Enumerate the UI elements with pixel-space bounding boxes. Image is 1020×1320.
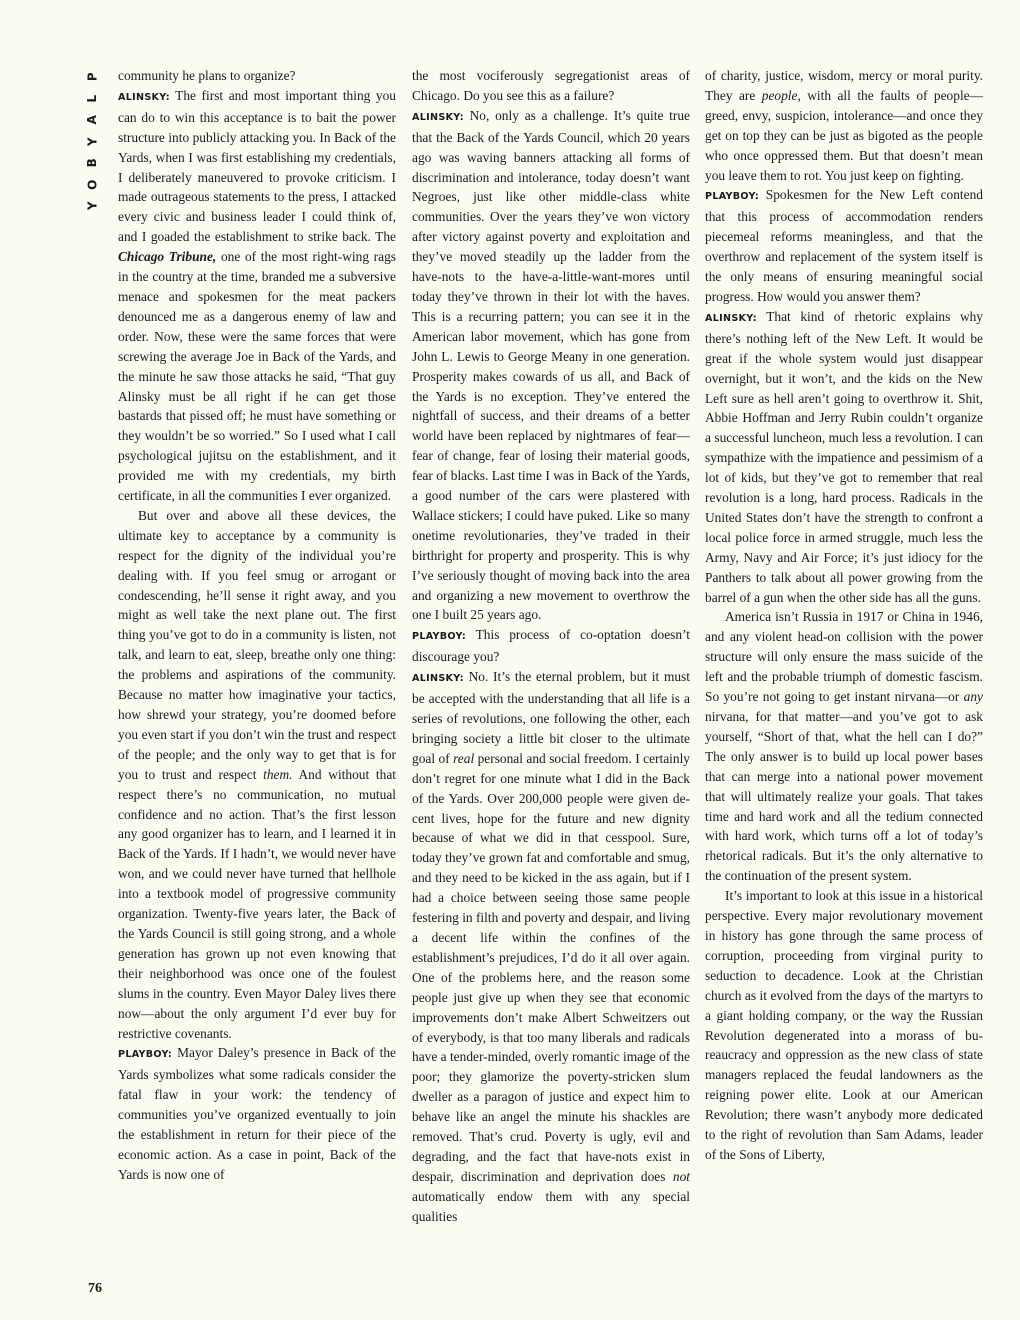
paragraph: ALINSKY: No, only as a challenge. It’s quite true that the Back of the Yards Council, which 20 years ago was waving banners attacking all forms of discrimination and intolerance, today doesn’t want Negroes, just like other middle-class white communities. Over the years they’ve won victory after victory against poverty and exploitation and they’ve moved steadily up the ladder from the have-nots to the have-a-little-want-mores until today they’ve thrown in their lot with the haves. This is a recurring pattern; you can see it in the American labor movement, which has gone from John L. Lewis to George Meany in one generation. Prosperity makes cowards of us all, and Back of the Yards is no exception. They’ve entered the nightfall of success, and their dreams of a better world have been replaced by nightmares of fear—fear of change, fear of losing their material goods, fear of blacks. Last time I was in Back of the Yards, a good number of the cars were plastered with Wallace stickers; I could have puked. Like so many onetime revolutionaries, they’ve traded in their birthright for property and prosperity. This is why I’ve seriously thought of moving back into the area and organizing a new movement to overthrow the one I built 25 years ago. bbox=[412, 107, 690, 623]
page-number: 76 bbox=[88, 1281, 102, 1296]
text-column-3 bbox=[705, 66, 983, 1165]
spine-letter: Y bbox=[85, 201, 100, 211]
paragraph: It’s important to look at this issue in a historical perspective. Every major revolutionary movement in history has gone through the same process of corruption, proceeding from virginal purity to seduction to decadence. Look at the Christian church as it evolved from the days of the martyrs to a giant holding company, or the way the Russian Revolution degenerated into a morass of bureaucracy and oppression as the new class of state managers replaced the feudal landowners as the reigning power elite. Look at our American Revolution; there wasn’t anybody more dedicated to the right of revolution than Sam Adams, leader of the Sons of Liberty, bbox=[705, 888, 983, 1162]
speaker-label: PLAYBOY: bbox=[705, 191, 760, 203]
paragraph: ALINSKY: That kind of rhetoric explains why there’s nothing left of the New Left. It would be great if the whole system would just disappear overnight, but it won’t, and the kids on the New Left sure as hell aren’t going to overthrow it. Shit, Abbie Hoffman and Jerry Rubin couldn’t organize a successful luncheon, much less a revolution. I can sympathize with the impatience and pessimism of a lot of kids, but they’ve got to remember that real revolution is a long, hard process. Radicals in the United States don’t have the strength to confront a local police force in armed struggle, much less the Army, Navy and Air Force; it’s just idiocy for the Panthers to talk about all power growing from the barrel of a gun when the other side has all the guns. bbox=[705, 308, 983, 605]
text-column-1 bbox=[118, 66, 396, 1185]
paragraph: the most vociferously segregationist areas of Chicago. Do you see this as a failure? bbox=[412, 68, 690, 103]
magazine-spine-logo bbox=[83, 66, 103, 217]
paragraph: PLAYBOY: Mayor Daley’s presence in Back of the Yards symbolizes what some radicals consider the fatal flaw in your work: the tendency of communities you’ve organized eventually to join the establishment in return for their piece of the economic action. As a case in point, Back of the Yards is now one of bbox=[118, 1045, 396, 1182]
speaker-label: PLAYBOY: bbox=[118, 1049, 173, 1061]
spine-letter: O bbox=[85, 179, 100, 190]
paragraph: ALINSKY: No. It’s the eternal problem, but it must be accepted with the understanding that all life is a series of revolutions, one following the other, each bringing society a little bit closer to the ultimate goal of real personal and social freedom. I certainly don’t regret for one minute what I did in the Back of the Yards. Over 200,000 people were given decent lives, hope for the future and new dignity because of what we did in that cesspool. Sure, today they’ve grown fat and comfortable and smug, and they need to be kicked in the ass again, but if I had a choice between seeing those same people festering in filth and poverty and despair, and living a decent life within the confines of the establishment’s prejudices, I’d do it all over again. One of the problems here, and the reason some people just give up when they see that economic improvements don’t make Albert Schweitzers out of everybody, is that too many liberals and radicals have a tender-minded, overly romantic image of the poor; they glamorize the poverty-stricken slum dweller as a paragon of justice and expect him to behave like an angel the minute his shackles are removed. That’s crud. Poverty is ugly, evil and degrading, and the fact that have-nots exist in despair, discrimination and deprivation does not automatically endow them with any special qualities bbox=[412, 669, 690, 1224]
speaker-label: ALINSKY: bbox=[412, 673, 464, 685]
paragraph: of charity, justice, wisdom, mercy or moral purity. They are people, with all the faults of people—greed, envy, suspicion, intolerance—and once they get on top they can be just as bigoted as the people who once oppressed them. But that doesn’t mean you leave them to rot. You just keep on fighting. bbox=[705, 68, 983, 183]
text-column-2 bbox=[412, 66, 690, 1227]
speaker-label: ALINSKY: bbox=[705, 312, 757, 324]
spine-letter: L bbox=[85, 94, 100, 103]
speaker-label: ALINSKY: bbox=[118, 91, 170, 103]
paragraph: PLAYBOY: This process of co-optation doesn’t discourage you? bbox=[412, 627, 691, 665]
paragraph: PLAYBOY: Spokesmen for the New Left contend that this process of accommodation renders piecemeal reforms meaningless, and that the overthrow and replacement of the system itself is the only means of ensuring meaningful social progress. How would you answer them? bbox=[705, 187, 983, 304]
paragraph: America isn’t Russia in 1917 or China in 1946, and any violent head-on collision with the power structure will only ensure the mass suicide of the left and the probable triumph of domestic fascism. So you’re not going to get instant nirvana—or any nirvana, for that matter—and you’ve got to ask yourself, “Short of that, what the hell can I do?” The only answer is to build up local power bases that can merge into a national power movement that will ultimately realize your goals. That takes time and hard work and all the tedium connected with hard work, which turns off a lot of today’s rhetorical radicals. But it’s the only alternative to the continuation of the present system. bbox=[705, 609, 983, 884]
spine-letter: A bbox=[85, 115, 100, 125]
paragraph: But over and above all these devices, the ultimate key to acceptance by a community is respect for the dignity of the individual you’re dealing with. If you feel smug or arrogant or condescending, he’ll sense it right away, and you might as well take the next plane out. The first thing you’ve got to do in a community is listen, not talk, and learn to eat, sleep, breathe only one thing: the problems and aspirations of the community. Because no matter how imaginative your tactics, how shrewd your strategy, you’re doomed before you even start if you don’t win the trust and respect of the people; and the only way to get that is for you to trust and respect them. And without that respect there’s no communication, no mutual confidence and no action. That’s the first lesson any good organizer has to learn, and I learned it in Back of the Yards. If I hadn’t, we would never have won, and we could never have turned that hellhole into a textbook model of progressive community organization. Twenty-five years later, the Back of the Yards Council is still going strong, and a whole generation has grown up not even knowing that their neighborhood was once one of the foulest slums in the country. Even Mayor Daley lives there now—about the only argument I’d ever buy for restrictive covenants. bbox=[118, 507, 396, 1041]
spine-letter: P bbox=[85, 72, 100, 82]
paragraph: ALINSKY: The first and most important thing you can do to win this acceptance is to bait the power structure into publicly attacking you. In Back of the Yards, when I was first establishing my credentials, I deliberately maneuvered to provoke criticism. I made outrageous statements to the press, I attacked every civic and business leader I could think of, and I goaded the establishment to strike back. The Chicago Tribune, one of the most right-wing rags in the country at the time, branded me a subversive menace and spokesmen for the meat packers denounced me as a dangerous enemy of law and order. Now, these were the same forces that were screwing the average Joe in Back of the Yards, and the minute he saw those attacks he said, “That guy Alinsky must be all right if he can get those bastards that pissed off; he must have something or they wouldn’t be so worried.” So I used what I call psychological jujitsu on the establishment, and it provided me with my credentials, my birth certificate, in all the communities I ever organized. bbox=[118, 87, 396, 504]
spine-letter: B bbox=[85, 158, 100, 168]
spine-letter: Y bbox=[85, 136, 100, 146]
paragraph: community he plans to organize? bbox=[118, 68, 296, 83]
speaker-label: PLAYBOY: bbox=[412, 631, 467, 643]
speaker-label: ALINSKY: bbox=[412, 111, 464, 123]
